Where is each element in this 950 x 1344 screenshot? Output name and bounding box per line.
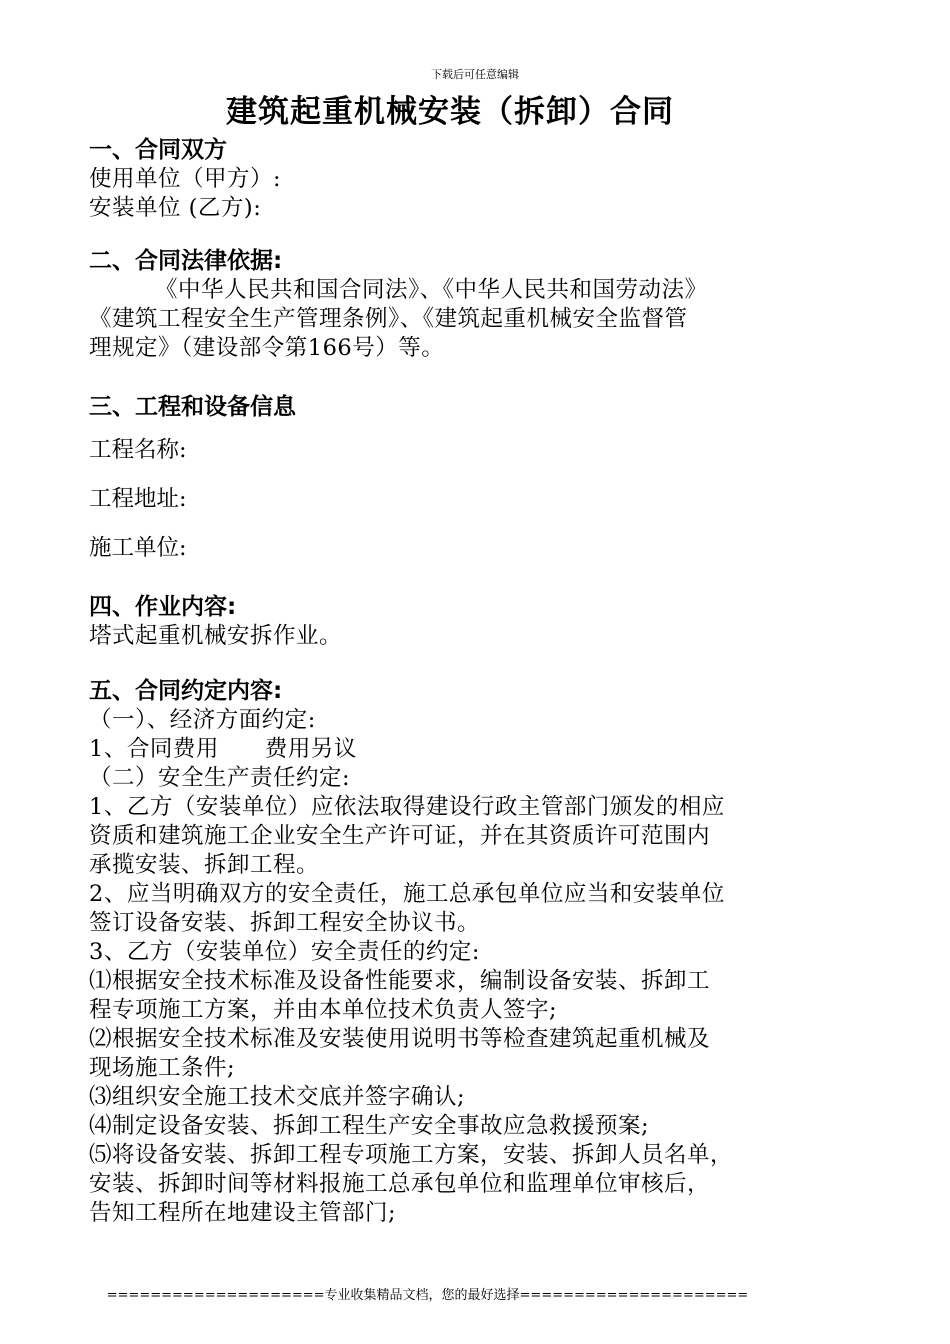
agreement-line: 1、乙方（安装单位）应依法取得建设行政主管部门颁发的相应 [89,794,725,820]
document-body [89,136,889,1228]
project-address-line: 工程地址: [89,486,187,512]
legal-basis-line: 《建筑工程安全生产管理条例》、《建筑起重机械安全监督管 [89,306,688,332]
section-heading-parties: 一、合同双方 [89,137,227,163]
work-content-line: 塔式起重机械安拆作业。 [89,623,343,649]
agreement-line: 告知工程所在地建设主管部门; [89,1200,397,1226]
party-b-line: 安装单位 (乙方): [89,195,262,221]
agreement-line: （二）安全生产责任约定: [89,765,351,791]
agreement-line: ⑷制定设备安装、拆卸工程生产安全事故应急救援预案; [89,1113,650,1139]
agreement-line: ⑴根据安全技术标准及设备性能要求，编制设备安装、拆卸工 [89,968,711,994]
agreement-line: 程专项施工方案，并由本单位技术负责人签字; [89,997,558,1023]
agreement-line: 资质和建筑施工企业安全生产许可证，并在其资质许可范围内 [89,823,711,849]
project-name-line: 工程名称: [89,437,187,463]
agreement-line: ⑵根据安全技术标准及安装使用说明书等检查建筑起重机械及 [89,1026,711,1052]
agreement-line: 2、应当明确双方的安全责任，施工总承包单位应当和安装单位 [89,881,725,907]
agreement-line: 3、乙方（安装单位）安全责任的约定: [89,939,480,965]
section-heading-project-info: 三、工程和设备信息 [89,394,296,420]
section-heading-legal-basis: 二、合同法律依据: [89,248,283,274]
agreement-line: 1、合同费用 费用另议 [89,736,357,762]
construction-unit-line: 施工单位: [89,535,187,561]
party-a-line: 使用单位（甲方）: [89,166,282,192]
legal-basis-line: 《中华人民共和国合同法》、《中华人民共和国劳动法》 [155,277,708,303]
footer-note: ====================专业收集精品文档，您的最好选择===================== [106,1288,749,1303]
agreement-line: 现场施工条件; [89,1055,236,1081]
agreement-line: 签订设备安装、拆卸工程安全协议书。 [89,910,481,936]
section-heading-work-content: 四、作业内容: [89,594,237,620]
agreement-line: ⑶组织安全施工技术交底并签字确认; [89,1084,466,1110]
section-heading-agreement: 五、合同约定内容: [89,678,283,704]
top-note: 下载后可任意编辑 [431,68,519,81]
agreement-line: 安装、拆卸时间等材料报施工总承包单位和监理单位审核后， [89,1171,711,1197]
agreement-line: （一）、经济方面约定: [89,707,316,733]
legal-basis-line: 理规定》（建设部令第166号）等。 [89,335,445,361]
agreement-line: ⑸将设备安装、拆卸工程专项施工方案，安装、拆卸人员名单， [89,1142,734,1168]
agreement-line: 承揽安装、拆卸工程。 [89,852,320,878]
document-title: 建筑起重机械安装（拆卸）合同 [226,94,674,130]
